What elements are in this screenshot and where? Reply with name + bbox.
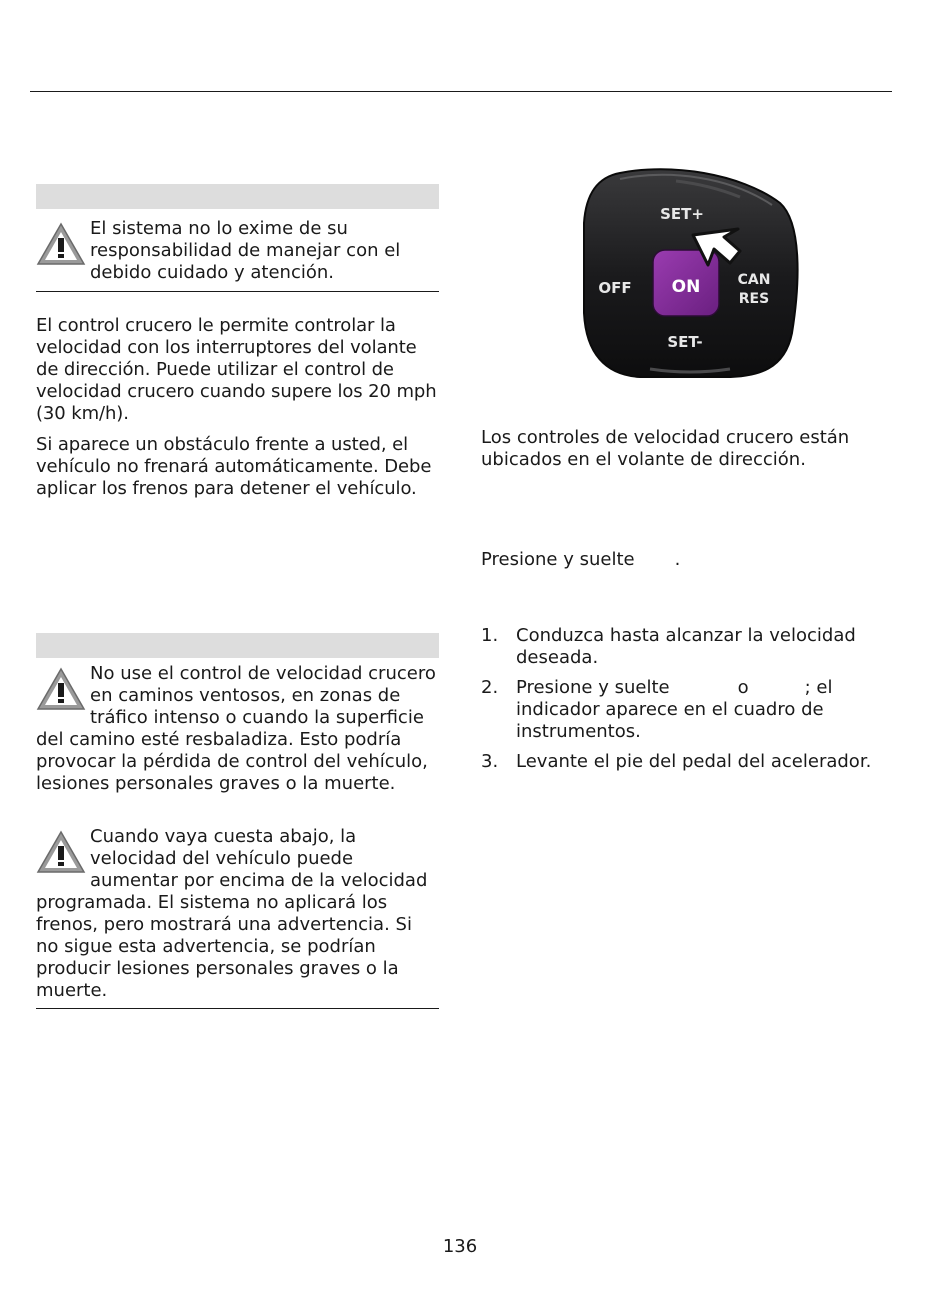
warning-text: Cuando vaya cuesta abajo, la velocidad del vehículo puede aumentar por encima de la velocidad programada. El sistema no aplicará los frenos, pero mostrará una advertencia. Si no sigue esta advertencia, se podrían producir lesiones personales graves o la muerte. [36, 826, 428, 1001]
step-text: Conduzca hasta alcanzar la velocidad deseada. [516, 625, 856, 668]
step-number: 2. [481, 677, 499, 698]
press-release-after: . [674, 549, 681, 570]
press-release-before: Presione y suelte [481, 549, 635, 570]
warning-header-bar [36, 184, 439, 209]
warning-text: El sistema no lo exime de su responsabilidad de manejar con el debido cuidado y atención. [90, 218, 401, 283]
header-rule [30, 91, 892, 92]
warning-triangle-icon [36, 830, 86, 874]
page-number: 136 [442, 1236, 478, 1257]
intro-paragraph-2: Si aparece un obstáculo frente a usted, el vehículo no frenará automáticamente. Debe aplicar los frenos para detener el vehículo. [36, 434, 432, 499]
warning-bottom-rule [36, 1008, 439, 1009]
warning-block-roads [36, 663, 439, 795]
warning-text: No use el control de velocidad crucero en caminos ventosos, en zonas de tráfico intenso o cuando la superficie del camino esté resbaladiza. Esto podría provocar la pérdida de control del vehículo, lesiones personales graves o la muerte. [36, 663, 436, 794]
list-item [481, 625, 893, 669]
set-plus-label: SET+ [660, 205, 704, 223]
can-label: CAN [737, 272, 771, 288]
set-minus-label: SET- [667, 333, 703, 351]
warning-triangle-icon [36, 222, 86, 266]
list-item [481, 677, 893, 743]
step-text: o [737, 677, 749, 698]
res-label: RES [738, 291, 770, 307]
on-label: ON [671, 277, 701, 297]
warning-block-downhill [36, 826, 439, 1002]
step-number: 3. [481, 751, 499, 772]
step-text: Presione y suelte [516, 677, 670, 698]
off-label: OFF [598, 279, 632, 297]
step-text: Levante el pie del pedal del acelerador. [516, 751, 872, 772]
controls-location-text: Los controles de velocidad crucero están ubicados en el volante de dirección. [481, 427, 850, 470]
intro-paragraph-1: El control crucero le permite controlar la velocidad con los interruptores del volante de dirección. Puede utilizar el control de velocidad crucero cuando supere los 20 mph (30 km/h). [36, 315, 437, 424]
step-number: 1. [481, 625, 499, 646]
setting-steps-list [481, 625, 893, 781]
warning-block-responsibility [36, 218, 439, 284]
warning-bottom-rule [36, 291, 439, 292]
cruise-control-switch-image [580, 163, 800, 381]
list-item [481, 751, 893, 773]
press-release-text [481, 549, 891, 571]
warning-header-bar [36, 633, 439, 658]
step-text: ; el indicador aparece en el cuadro de instrumentos. [516, 677, 833, 742]
warning-triangle-icon [36, 667, 86, 711]
